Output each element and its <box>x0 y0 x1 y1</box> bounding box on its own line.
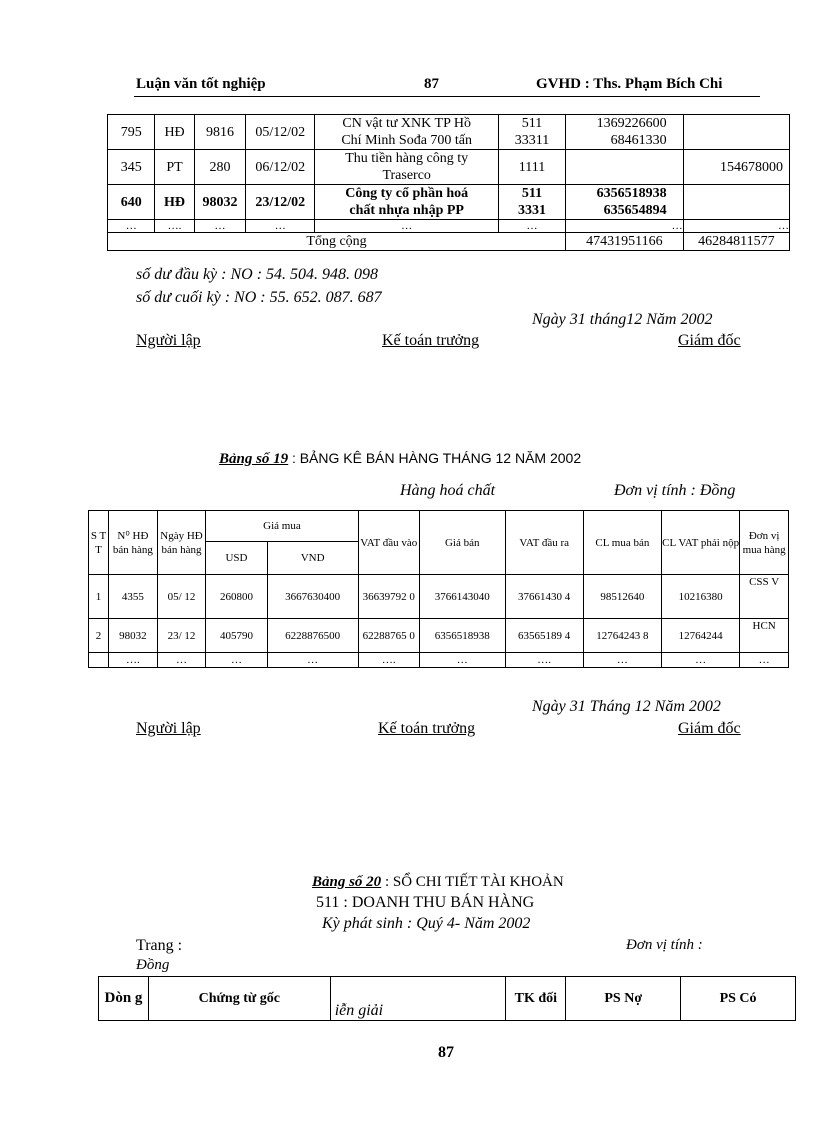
account-line: 511 <box>521 186 543 201</box>
cell-no: 795 <box>108 115 155 150</box>
total-debit: 47431951166 <box>566 233 684 251</box>
cell-number: 280 <box>194 150 246 185</box>
ellipsis: …. <box>155 220 194 233</box>
desc-line: Thu tiền hàng công ty <box>345 151 469 166</box>
ellipsis: … <box>583 653 661 668</box>
table-row <box>89 575 789 619</box>
table19-title-rest: : BẢNG KÊ BÁN HÀNG THÁNG 12 NĂM 2002 <box>291 450 582 466</box>
desc-line: CN vật tư XNK TP Hồ <box>342 116 471 131</box>
cell-vnd: 6228876500 <box>267 619 358 653</box>
cell-account <box>499 115 566 150</box>
signature-preparer: Người lập <box>136 332 201 349</box>
table20-unit: Đơn vị tính : <box>626 937 703 953</box>
cell-invoice-no: 4355 <box>109 575 158 619</box>
opening-balance: số dư đầu kỳ : NO : 54. 504. 948. 098 <box>136 266 379 283</box>
cell-debit <box>566 185 684 220</box>
cell-vat-out: 37661430 4 <box>505 575 583 619</box>
ellipsis: … <box>315 220 499 233</box>
header-row <box>99 977 796 1021</box>
cell-vat-payable: 12764244 <box>662 619 740 653</box>
cell-number: 98032 <box>194 185 246 220</box>
total-label: Tổng cộng <box>108 233 566 251</box>
col-invoice-date: Ngày HĐ bán hàng <box>157 511 206 575</box>
ellipsis <box>89 653 109 668</box>
col-invoice-no: N⁰ HĐ bán hàng <box>109 511 158 575</box>
cell-invoice-date: 23/ 12 <box>157 619 206 653</box>
cell-vnd: 3667630400 <box>267 575 358 619</box>
signature-director: Giám đốc <box>678 332 741 349</box>
header-right: GVHD : Ths. Phạm Bích Chi <box>536 76 723 92</box>
table19-unit: Đơn vị tính : Đồng <box>614 482 736 499</box>
cell-vat-out: 63565189 4 <box>505 619 583 653</box>
cell-number: 9816 <box>194 115 246 150</box>
col-purchase-price: Giá mua <box>206 511 358 542</box>
ellipsis: …. <box>358 653 419 668</box>
debit-line: 68461330 <box>610 133 667 148</box>
col-margin: CL mua bán <box>583 511 661 575</box>
col-description: iễn giải <box>330 977 506 1021</box>
cell-debit <box>566 115 684 150</box>
account-detail-table <box>98 976 796 1021</box>
sales-table <box>88 510 789 668</box>
table-row <box>108 115 790 150</box>
table19-title-label: Bảng số 19 <box>219 451 289 467</box>
table-row <box>108 185 790 220</box>
cell-sale: 3766143040 <box>419 575 505 619</box>
ellipsis: … <box>194 220 246 233</box>
table-row-ellipsis <box>89 653 789 668</box>
col-credit: PS Có <box>681 977 796 1021</box>
header-row <box>89 511 789 542</box>
col-usd: USD <box>206 542 267 575</box>
cell-credit <box>683 185 789 220</box>
ellipsis: … <box>662 653 740 668</box>
cell-sale: 6356518938 <box>419 619 505 653</box>
cell-usd: 260800 <box>206 575 267 619</box>
table20-title <box>312 874 564 891</box>
date-line-2: Ngày 31 Tháng 12 Năm 2002 <box>532 698 721 715</box>
desc-line: Traserco <box>382 168 431 183</box>
table19-subtitle: Hàng hoá chất <box>400 482 496 499</box>
total-credit: 46284811577 <box>683 233 789 251</box>
table20-title-label: Bảng số 20 <box>312 874 382 890</box>
date-line-1: Ngày 31 tháng12 Năm 2002 <box>532 311 713 328</box>
cell-invoice-no: 98032 <box>109 619 158 653</box>
cell-description <box>315 185 499 220</box>
ellipsis: … <box>683 220 789 233</box>
cell-invoice-date: 05/ 12 <box>157 575 206 619</box>
cell-stt: 1 <box>89 575 109 619</box>
desc-line: chất nhựa nhập PP <box>349 203 464 218</box>
footer-page-number: 87 <box>438 1044 454 1061</box>
cell-description <box>315 115 499 150</box>
col-vat-in: VAT đầu vào <box>358 511 419 575</box>
header-rule <box>134 96 760 97</box>
ellipsis: …. <box>109 653 158 668</box>
cell-type: HĐ <box>155 115 194 150</box>
debit-line: 6356518938 <box>596 186 667 201</box>
cell-date: 05/12/02 <box>246 115 315 150</box>
desc-line: Chí Minh Sođa 700 tấn <box>341 133 473 148</box>
cell-credit <box>683 115 789 150</box>
cell-credit: 154678000 <box>683 150 789 185</box>
cell-margin: 98512640 <box>583 575 661 619</box>
table-row-ellipsis <box>108 220 790 233</box>
ellipsis: …. <box>505 653 583 668</box>
col-debit: PS Nợ <box>566 977 681 1021</box>
table-row <box>108 150 790 185</box>
ellipsis: … <box>499 220 566 233</box>
cell-description <box>315 150 499 185</box>
cell-vat-in: 36639792 0 <box>358 575 419 619</box>
cell-account: 1111 <box>499 150 566 185</box>
table-total-row <box>108 233 790 251</box>
ellipsis: … <box>157 653 206 668</box>
debit-line: 635654894 <box>603 203 667 218</box>
cell-margin: 12764243 8 <box>583 619 661 653</box>
cell-type: PT <box>155 150 194 185</box>
closing-balance: số dư cuối kỳ : NO : 55. 652. 087. 687 <box>136 289 382 306</box>
header-left: Luận văn tốt nghiệp <box>136 76 266 92</box>
cell-buyer: CSS V <box>740 575 789 619</box>
table-row <box>89 619 789 653</box>
ellipsis: … <box>246 220 315 233</box>
cell-account <box>499 185 566 220</box>
cell-stt: 2 <box>89 619 109 653</box>
table20-title-rest: : SỔ CHI TIẾT TÀI KHOẢN <box>384 874 564 890</box>
ellipsis: … <box>740 653 789 668</box>
col-vat-payable: CL VAT phải nộp <box>662 511 740 575</box>
cell-no: 640 <box>108 185 155 220</box>
cell-debit <box>566 150 684 185</box>
col-contra-account: TK đối <box>506 977 566 1021</box>
cell-usd: 405790 <box>206 619 267 653</box>
signature-chief-accountant: Kế toán trưởng <box>382 332 480 349</box>
col-buyer: Đơn vị mua hàng <box>740 511 789 575</box>
ellipsis: … <box>419 653 505 668</box>
table20-period: Kỳ phát sinh : Quý 4- Năm 2002 <box>322 915 531 932</box>
signature-chief-accountant-2: Kế toán trưởng <box>378 720 476 737</box>
col-stt: S T T <box>89 511 109 575</box>
table20-unit-value: Đồng <box>136 957 170 973</box>
ellipsis: … <box>566 220 684 233</box>
ledger-table <box>107 114 790 251</box>
cell-type: HĐ <box>155 185 194 220</box>
col-sale-price: Giá bán <box>419 511 505 575</box>
signature-preparer-2: Người lập <box>136 720 201 737</box>
table19-title <box>219 450 581 468</box>
signature-director-2: Giám đốc <box>678 720 741 737</box>
header-page-number: 87 <box>424 76 439 92</box>
ellipsis: … <box>206 653 267 668</box>
cell-date: 06/12/02 <box>246 150 315 185</box>
ellipsis: … <box>108 220 155 233</box>
table20-page-label: Trang : <box>136 937 183 954</box>
col-voucher: Chứng từ gốc <box>148 977 330 1021</box>
table20-account: 511 : DOANH THU BÁN HÀNG <box>316 894 535 911</box>
account-line: 3331 <box>518 203 547 218</box>
account-line: 511 <box>521 116 543 131</box>
debit-line: 1369226600 <box>596 116 667 131</box>
cell-buyer: HCN <box>740 619 789 653</box>
cell-vat-payable: 10216380 <box>662 575 740 619</box>
col-line: Dòn g <box>99 977 149 1021</box>
account-line: 33311 <box>514 133 550 148</box>
cell-no: 345 <box>108 150 155 185</box>
desc-line: Công ty cổ phần hoá <box>345 186 469 201</box>
col-vnd: VND <box>267 542 358 575</box>
col-vat-out: VAT đầu ra <box>505 511 583 575</box>
cell-vat-in: 62288765 0 <box>358 619 419 653</box>
cell-date: 23/12/02 <box>246 185 315 220</box>
ellipsis: … <box>267 653 358 668</box>
